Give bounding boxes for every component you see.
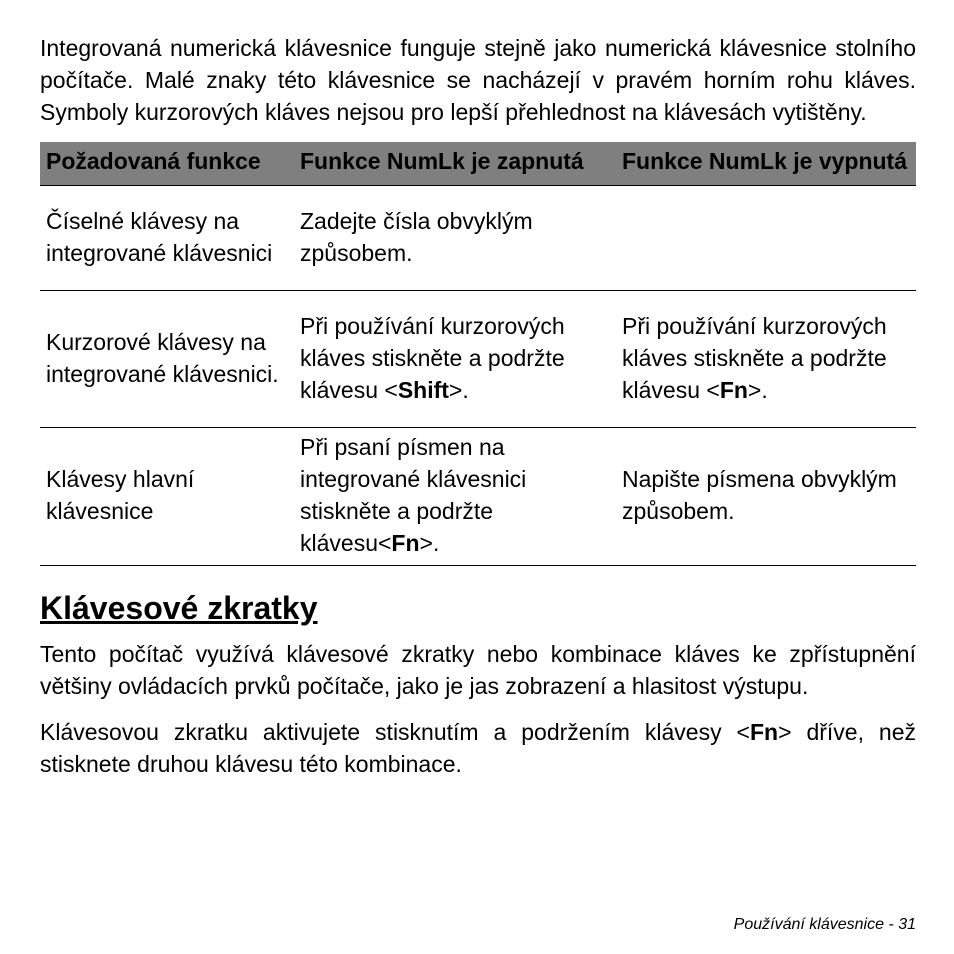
table-header-row <box>40 142 916 186</box>
row2-off-text: Při používání kurzorových kláves stiskněte a podržte klávesu < <box>622 312 887 403</box>
row1-numlock-off <box>616 186 916 291</box>
row2-on-text: Při používání kurzorových kláves stiskněte a podržte klávesu < <box>300 312 565 403</box>
table-row <box>40 186 916 291</box>
row3-on-suffix: >. <box>419 530 440 556</box>
section-paragraph-2 <box>40 716 916 780</box>
row3-numlock-on <box>294 428 616 566</box>
row1-numlock-on: Zadejte čísla obvyklým způsobem. <box>294 186 616 291</box>
header-numlock-off: Funkce NumLk je vypnutá <box>616 142 916 186</box>
fn-key-label: Fn <box>391 530 420 556</box>
row3-on-text: Při psaní písmen na integrované klávesnici stiskněte a podržte klávesu< <box>300 434 527 556</box>
numlock-table <box>40 142 916 566</box>
row1-function: Číselné klávesy na integrované klávesnici <box>40 186 294 291</box>
fn-key-label: Fn <box>719 376 748 403</box>
section-paragraph-1: Tento počítač využívá klávesové zkratky nebo kombinace kláves ke zpřístupnění většiny ovládacích prvků počítače, jako je jas zobrazení a hlasitost výstupu. <box>40 641 916 699</box>
row2-off-suffix: >. <box>747 376 768 403</box>
intro-paragraph: Integrovaná numerická klávesnice funguje stejně jako numerická klávesnice stolního počítače. Malé znaky této klávesnice se nacházejí v pravém horním rohu kláves. Symboly kurzorových kláves nejsou pro lepší přehlednost na klávesách vytištěny. <box>40 35 916 125</box>
p2-suffix: > dříve, než stisknete druhou klávesu této kombinace. <box>40 719 916 777</box>
row3-numlock-off: Napište písmena obvyklým způsobem. <box>616 428 916 566</box>
row2-numlock-on <box>294 291 616 428</box>
section-title: Klávesové zkratky <box>40 590 318 626</box>
table-row <box>40 428 916 566</box>
table-row <box>40 291 916 428</box>
fn-key-label: Fn <box>749 719 779 745</box>
row3-function: Klávesy hlavní klávesnice <box>40 428 294 566</box>
page-content <box>40 32 916 780</box>
header-numlock-on: Funkce NumLk je zapnutá <box>294 142 616 186</box>
page-footer: Používání klávesnice - 31 <box>733 916 916 933</box>
p2-text: Klávesovou zkratku aktivujete stisknutím a podržením klávesy < <box>40 719 750 745</box>
row2-on-suffix: >. <box>448 376 469 403</box>
row2-numlock-off <box>616 291 916 428</box>
row2-function: Kurzorové klávesy na integrované klávesnici. <box>40 291 294 428</box>
header-required-function: Požadovaná funkce <box>40 142 294 186</box>
shift-key-label: Shift <box>397 376 449 403</box>
